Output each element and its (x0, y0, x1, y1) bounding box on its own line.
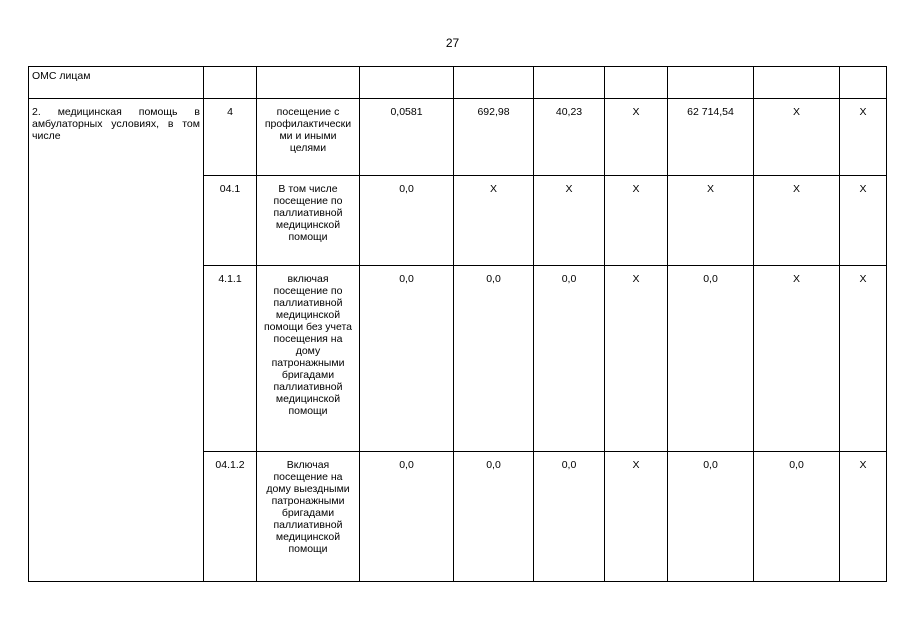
table-cell: X (840, 176, 887, 266)
table-cell: X (605, 176, 668, 266)
table-cell: 0,0 (534, 266, 605, 452)
table-cell: 0,0 (360, 266, 454, 452)
table-row (29, 67, 887, 99)
table-cell: 0,0581 (360, 99, 454, 176)
table-cell: 0,0 (454, 452, 534, 582)
table-cell (605, 67, 668, 99)
data-table (28, 66, 887, 582)
row-code: 04.1.2 (204, 452, 257, 582)
table-cell: X (534, 176, 605, 266)
table-cell: X (840, 452, 887, 582)
table-cell (840, 67, 887, 99)
row-name: Включая посещение на дому выездными патронажными бригадами паллиативной медицинской помощи (257, 452, 360, 582)
table-cell: 62 714,54 (668, 99, 754, 176)
row-code: 4.1.1 (204, 266, 257, 452)
table-cell (204, 67, 257, 99)
row-name: включая посещение по паллиативной медицинской помощи без учета посещения на дому патронажными бригадами паллиативной медицинской помощи (257, 266, 360, 452)
table-cell: 0,0 (454, 266, 534, 452)
table-cell: X (754, 176, 840, 266)
table-cell (534, 67, 605, 99)
table-cell: 0,0 (668, 452, 754, 582)
page-number: 27 (445, 36, 460, 50)
table-cell: 0,0 (668, 266, 754, 452)
table-cell: 40,23 (534, 99, 605, 176)
table-cell: X (454, 176, 534, 266)
table-cell: X (754, 99, 840, 176)
table-cell (454, 67, 534, 99)
row-code: 04.1 (204, 176, 257, 266)
table-cell (754, 67, 840, 99)
table-cell: X (605, 99, 668, 176)
table-cell (360, 67, 454, 99)
table-cell: X (605, 266, 668, 452)
table-cell: X (840, 99, 887, 176)
table-cell: X (668, 176, 754, 266)
row-code: 4 (204, 99, 257, 176)
row-name: В том числе посещение по паллиативной медицинской помощи (257, 176, 360, 266)
table-cell: 0,0 (360, 176, 454, 266)
table-cell (668, 67, 754, 99)
table-cell: 0,0 (754, 452, 840, 582)
table-cell: 0,0 (360, 452, 454, 582)
row-name: посещение с профилактически ми и иными целями (257, 99, 360, 176)
table-cell: X (840, 266, 887, 452)
section-label: 2. медицинская помощь в амбулаторных условиях, в том числе (29, 99, 204, 582)
table-cell: X (754, 266, 840, 452)
table-row (29, 99, 887, 176)
table-cell: 0,0 (534, 452, 605, 582)
table-cell (257, 67, 360, 99)
header-continuation-label: ОМС лицам (29, 67, 204, 99)
table-cell: X (605, 452, 668, 582)
table-cell: 692,98 (454, 99, 534, 176)
